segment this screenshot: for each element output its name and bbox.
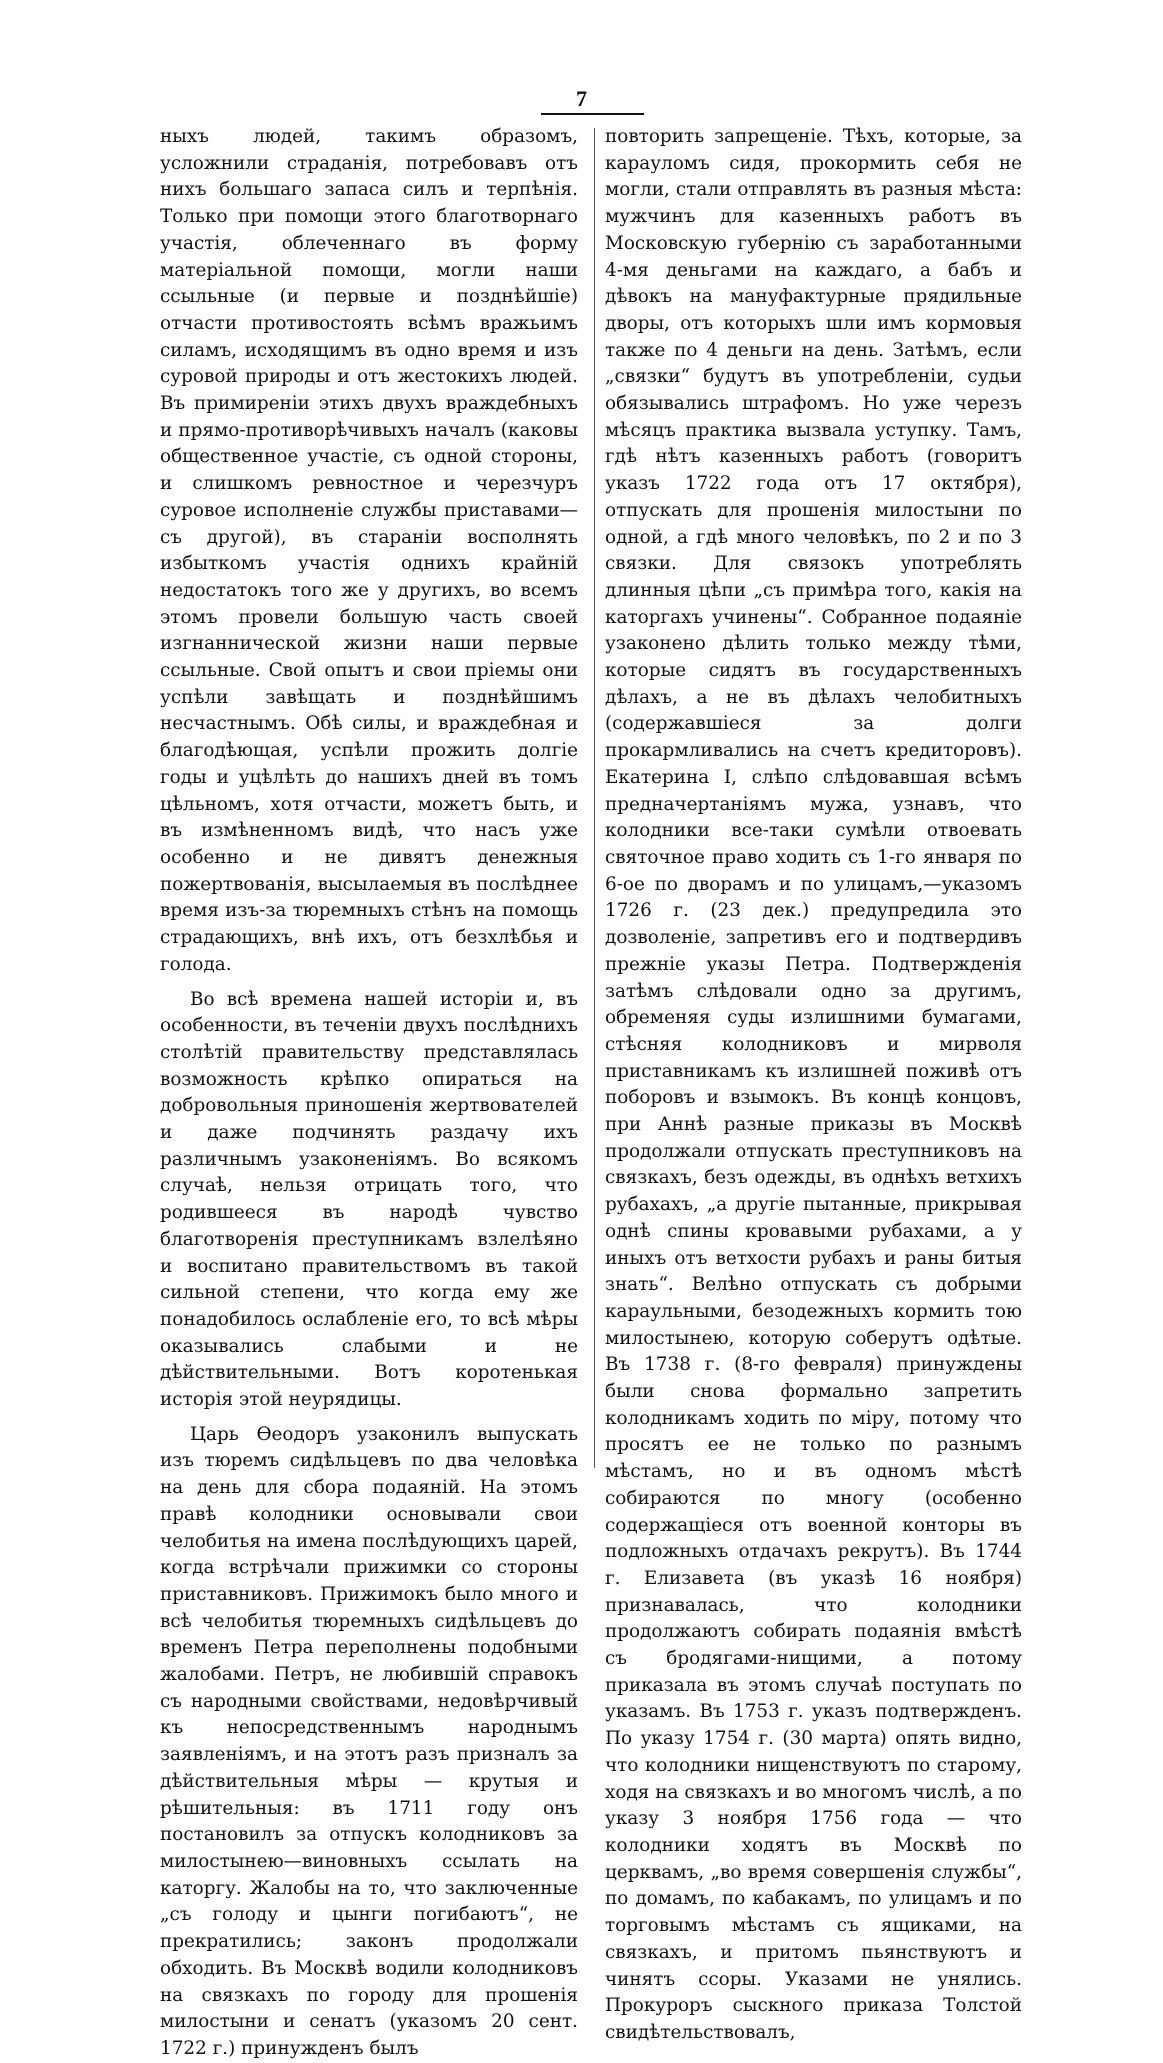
- paragraph: Царь Ѳеодоръ узаконилъ выпускать изъ тюремъ сидѣльцевъ по два человѣка на день для сбора подаяній. На этомъ правѣ колодники основывали свои челобитья на имена послѣдующихъ царей, когда встрѣчали прижимки со стороны приставниковъ. Прижимокъ было много и всѣ челобитья тюремныхъ сидѣльцевъ до временъ Петра переполнены подобными жалобами. Петръ, не любившій справокъ съ народными свойствами, недовѣрчивый къ непосредственнымъ народнымъ заявленіямъ, и на этотъ разъ призналъ за дѣйствительныя мѣры — крутыя и рѣшительныя: въ 1711 году онъ постановилъ за отпускъ колодниковъ за милостынею—виновныхъ ссылать на каторгу. Жалобы на то, что заключенные „съ голоду и цынги погибаютъ“, не прекратились; законъ продолжали обходить. Въ Москвѣ водили колодниковъ на связкахъ по городу для прошенія милостыни и сенатъ (указомъ 20 сент. 1722 г.) принужденъ былъ: [160, 1423, 578, 2059]
- paragraph: ныхъ людей, такимъ образомъ, усложнили страданія, потребовавъ отъ нихъ большаго запаса силъ и терпѣнія. Только при помощи этого благотворнаго участія, облеченнаго въ форму матеріальной помощи, могли наши ссыльные (и первые и позднѣйшіе) отчасти противостоять всѣмъ вражьимъ силамъ, исходящимъ въ одно время и изъ суровой природы и отъ жестокихъ людей. Въ примиреніи этихъ двухъ враждебныхъ и прямо-противорѣчивыхъ началъ (каковы общественное участіе, съ одной стороны, и слишкомъ ревностное и черезчуръ суровое исполненіе службы приставами—съ другой), въ стараніи восполнять избыткомъ участія однихъ крайній недостатокъ того же у другихъ, во всемъ этомъ провели большую часть своей изгнаннической жизни наши первые ссыльные. Свой опытъ и свои пріемы они успѣли завѣщать и позднѣйшимъ несчастнымъ. Обѣ силы, и враждебная и благодѣющая, успѣли прожить долгіе годы и уцѣлѣть до нашихъ дней въ томъ цѣльномъ, хотя отчасти, можетъ быть, и въ измѣненномъ видѣ, что насъ уже особенно и не дивятъ денежныя пожертвованія, высылаемыя въ послѣднее время изъ-за тюремныхъ стѣнъ на помощь страдающихъ, внѣ ихъ, отъ безхлѣбья и голода.: [160, 126, 578, 975]
- page-number: 7: [576, 86, 587, 111]
- right-column: [605, 124, 1022, 2047]
- paragraph: повторить запрещеніе. Тѣхъ, которые, за карауломъ сидя, прокормить себя не могли, стали отправлять въ разныя мѣста: мужчинъ для казенныхъ работъ въ Московскую губернію съ заработанными 4-мя деньгами на каждаго, а бабъ и дѣвокъ на мануфактурные прядильные дворы, отъ которыхъ шли имъ кормовыя также по 4 деньги на день. Затѣмъ, если „связки“ будутъ въ употребленіи, судьи обязывались штрафомъ. Но уже черезъ мѣсяцъ практика вызвала уступку. Тамъ, гдѣ нѣтъ казенныхъ работъ (говоритъ указъ 1722 года отъ 17 октября), отпускать для прошенія милостыни по одной, а гдѣ много человѣкъ, по 2 и по 3 связки. Для связокъ употреблять длинныя цѣпи „съ примѣра того, какія на каторгахъ учинены“. Собранное подаяніе узаконено дѣлить только между тѣми, которые сидятъ въ государственныхъ дѣлахъ, а не въ дѣлахъ челобитныхъ (содержавшіеся за долги прокармливались на счетъ кредиторовъ). Екатерина I, слѣпо слѣдовавшая всѣмъ предначертаніямъ мужа, узнавъ, что колодники все-таки сумѣли отвоевать святочное право ходить съ 1-го января по 6-ое по дворамъ и по улицамъ,—указомъ 1726 г. (23 дек.) предупредила это дозволеніе, запретивъ его и подтвердивъ прежніе указы Петра. Подтвержденія затѣмъ слѣдовали одно за другимъ, обременяя суды излишними бумагами, стѣсняя колодниковъ и мирволя приставникамъ къ излишней поживѣ отъ поборовъ и взымокъ. Въ концѣ концовъ, при Аннѣ разные приказы въ Москвѣ продолжали отпускать преступниковъ на связкахъ, безъ одежды, въ однѣхъ ветхихъ рубахахъ, „а другіе пытанные, прикрывая однѣ спины кровавыми рубахами, а у иныхъ отъ ветхости рубахъ и раны битыя знать“. Велѣно отпускать съ добрыми караульными, безодежныхъ кормить тою милостынею, которую соберутъ одѣтые. Въ 1738 г. (8-го февраля) принуждены были снова формально запретить колодникамъ ходить по міру, потому что просятъ ее не только по разнымъ мѣстамъ, но и въ одномъ мѣстѣ собираются по многу (особенно содержащіеся отъ военной конторы въ подложныхъ отдачахъ рекрутъ). Въ 1744 г. Елизавета (въ указѣ 16 ноября) признавалась, что колодники продолжаютъ собирать подаянія вмѣстѣ съ бродягами-нищими, а потому приказала въ этомъ случаѣ поступать по указамъ. Въ 1753 г. указъ подтвержденъ. По указу 1754 г. (30 марта) опять видно, что колодники нищенствуютъ по старому, ходя на связкахъ и во многомъ числѣ, а по указу 3 ноября 1756 года — что колодники ходятъ въ Москвѣ по церквамъ, „во время совершенія службы“, по домамъ, по кабакамъ, по улицамъ и по торговымъ мѣстамъ съ ящиками, на связкахъ, и притомъ пьянствуютъ и чинятъ ссоры. Указами не унялись. Прокуроръ сыскного приказа Толстой свидѣтельствовалъ,: [605, 126, 1022, 2043]
- left-column: [160, 124, 578, 2063]
- column-divider: [594, 128, 595, 1468]
- header-rule: [541, 113, 644, 115]
- paragraph: Во всѣ времена нашей исторіи и, въ особенности, въ теченіи двухъ послѣднихъ столѣтій правительству представлялась возможность крѣпко опираться на добровольныя приношенія жертвователей и даже подчинять раздачу ихъ различнымъ узаконеніямъ. Во всякомъ случаѣ, нельзя отрицать того, что родившееся въ народѣ чувство благотворенія преступникамъ взлелѣяно и воспитано правительствомъ въ такой сильной степени, что когда ему же понадобилось ослабленіе его, то всѣ мѣры оказывались слабыми и не дѣйствительными. Вотъ коротенькая исторія этой неурядицы.: [160, 988, 578, 1411]
